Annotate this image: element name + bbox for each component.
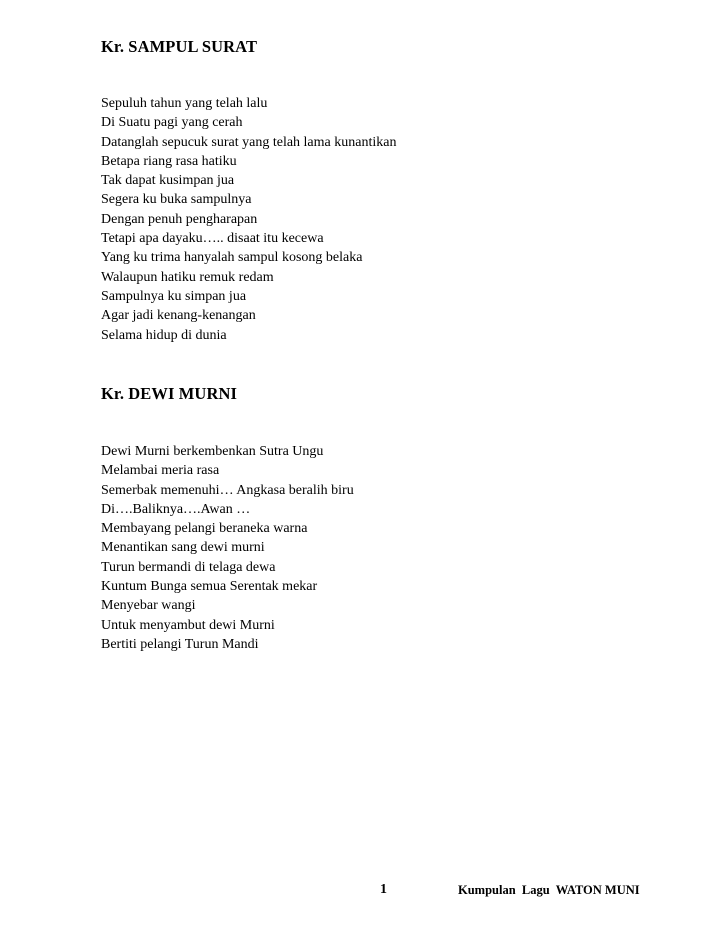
song-section-dewi-murni xyxy=(101,383,661,654)
lyric-line: Tetapi apa dayaku….. disaat itu kecewa xyxy=(101,231,324,247)
lyric-line: Dengan penuh pengharapan xyxy=(101,211,258,227)
lyric-line: Agar jadi kenang-kenangan xyxy=(101,308,256,324)
lyric-line: Sampulnya ku simpan jua xyxy=(101,288,247,304)
song-title: Kr. DEWI MURNI xyxy=(101,384,238,403)
lyrics-list xyxy=(101,442,661,654)
lyric-line: Sepuluh tahun yang telah lalu xyxy=(101,96,268,111)
lyric-line: Di….Baliknya….Awan … xyxy=(101,501,251,517)
lyrics-list xyxy=(101,94,661,345)
lyric-line: Turun bermandi di telaga dewa xyxy=(101,559,276,575)
lyric-line: Bertiti pelangi Turun Mandi xyxy=(101,636,259,652)
lyric-line: Membayang pelangi beraneka warna xyxy=(101,521,308,537)
lyric-line: Datanglah sepucuk surat yang telah lama kunantikan xyxy=(101,134,397,150)
lyric-line: Dewi Murni berkembenkan Sutra Ungu xyxy=(101,444,324,459)
lyric-line: Semerbak memenuhi… Angkasa beralih biru xyxy=(101,482,354,498)
lyric-line: Walaupun hatiku remuk redam xyxy=(101,269,274,285)
lyric-line: Di Suatu pagi yang cerah xyxy=(101,115,243,131)
lyric-line: Yang ku trima hanyalah sampul kosong belaka xyxy=(101,250,363,266)
book-title-footer: Kumpulan Lagu WATON MUNI xyxy=(458,883,640,897)
lyric-line: Segera ku buka sampulnya xyxy=(101,192,252,208)
lyric-line: Melambai meria rasa xyxy=(101,463,220,479)
lyric-line: Selama hidup di dunia xyxy=(101,327,227,343)
lyric-line: Untuk menyambut dewi Murni xyxy=(101,617,275,633)
page-number: 1 xyxy=(380,882,387,897)
lyric-line: Tak dapat kusimpan jua xyxy=(101,173,235,189)
lyric-line: Menantikan sang dewi murni xyxy=(101,540,265,556)
lyric-line: Betapa riang rasa hatiku xyxy=(101,153,237,169)
lyric-line: Kuntum Bunga semua Serentak mekar xyxy=(101,579,318,595)
song-section-sampul-surat xyxy=(101,36,661,345)
lyric-line: Menyebar wangi xyxy=(101,598,196,614)
song-title: Kr. SAMPUL SURAT xyxy=(101,37,258,56)
